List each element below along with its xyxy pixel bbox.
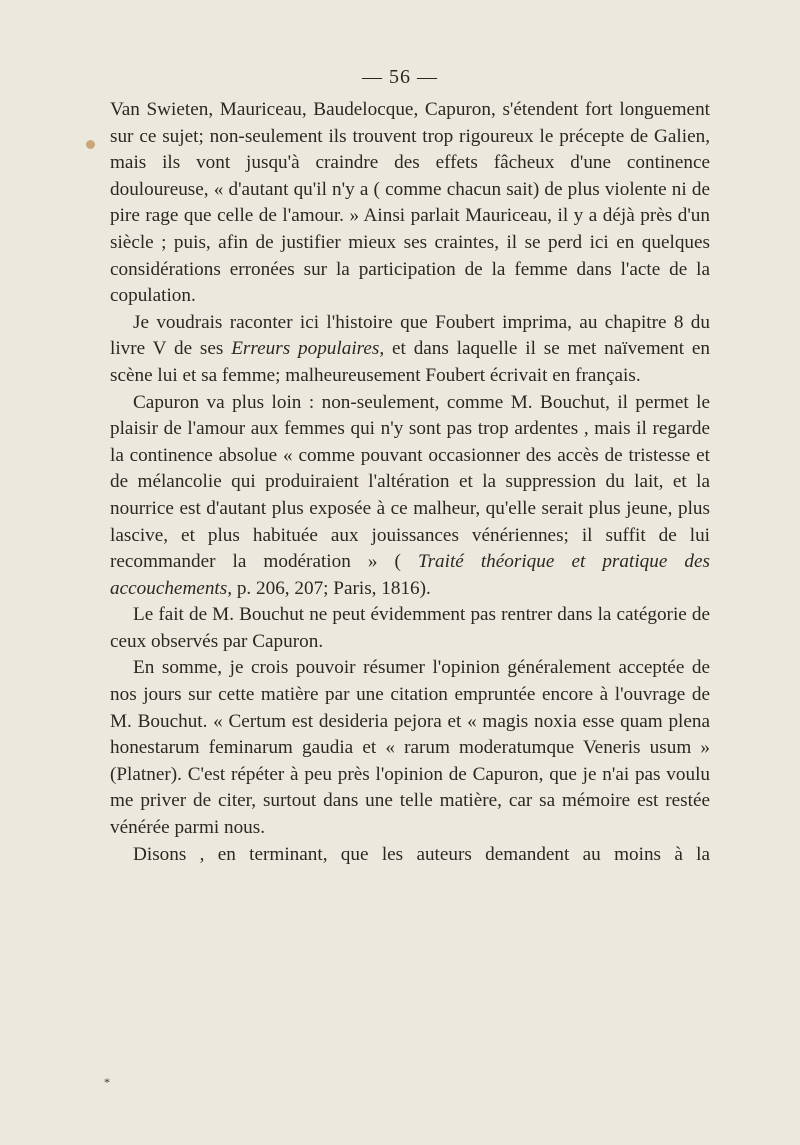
paragraph-text: Capuron va plus loin : non-seulement, comme M. Bouchut, il permet le plaisir de l'amour aux femmes qui n'y sont pas trop ardentes , mais il regarde la continence absolue « comme pouvant occasionner des accès de tristesse et de mélancolie qui produiraient l'altération et la suppression du lait, et la nourrice est d'autant plus exposée à ce malheur, qu'elle serait plus jeune, plus lascive, et plus habituée aux jouissances vénériennes; il suffit de lui recommander la modération » ( [110,391,710,573]
book-title-italic: Erreurs populaires, [231,338,385,360]
paragraph-text: Van Swieten, Mauriceau, Baudelocque, Capuron, s'étendent fort longuement sur ce sujet; non-seulement ils trouvent trop rigoureux le précepte de Galien, mais ils vont jusqu'à craindre des effets fâcheux d'une continence douloureuse, « d'autant qu'il n'y a ( comme chacun sait) de plus violente ni de pire rage que celle de l'amour. » Ainsi parlait Mauriceau, il y a déjà près d'un siècle ; puis, afin de justifier mieux ses craintes, il se perd ici en quelques considérations erronées sur la participation de la femme dans l'acte de la copulation. [110,99,710,307]
paragraph-text: En somme, je crois pouvoir résumer l'opinion généralement acceptée de nos jours sur cette matière par une citation empruntée encore à l'ouvrage de M. Bouchut. « Certum est desideria pejora et « magis noxia esse quam plena honestarum feminarum gaudia et « rarum moderatumque Veneris usum » (Platner). C'est répéter à peu près l'opinion de Capuron, que je n'ai pas voulu me priver de citer, surtout dans une telle matière, car sa mémoire est restée vénérée parmi nous. [110,657,710,839]
paragraph-6 [110,842,710,869]
paragraph-text: p. 206, 207; Paris, 1816). [232,577,431,599]
page-number: — 56 — [362,66,438,88]
footer-mark: * [104,1075,110,1089]
paragraph-text: Disons , en terminant, que les auteurs demandent au moins à la [133,843,710,865]
paragraph-3 [110,390,710,603]
paragraph-2 [110,310,710,390]
paragraph-text: Je voudrais raconter ici l'histoire que Foubert imprima, au chapitre 8 du livre V de ses [110,311,710,360]
paragraph-text: et dans laquelle il se met naïvement en scène lui et sa femme; malheureusement Foubert écrivait en français. [110,338,710,386]
paragraph-text: Le fait de M. Bouchut ne peut évidemment pas rentrer dans la catégorie de ceux observés par Capuron. [110,604,710,652]
paragraph-5 [110,655,710,841]
paragraph-4 [110,602,710,655]
paragraph-1 [110,97,710,310]
book-title-italic: Traité théorique et pratique des accouchements, [110,551,710,599]
body-text [110,97,710,868]
paper-stain [86,140,95,149]
